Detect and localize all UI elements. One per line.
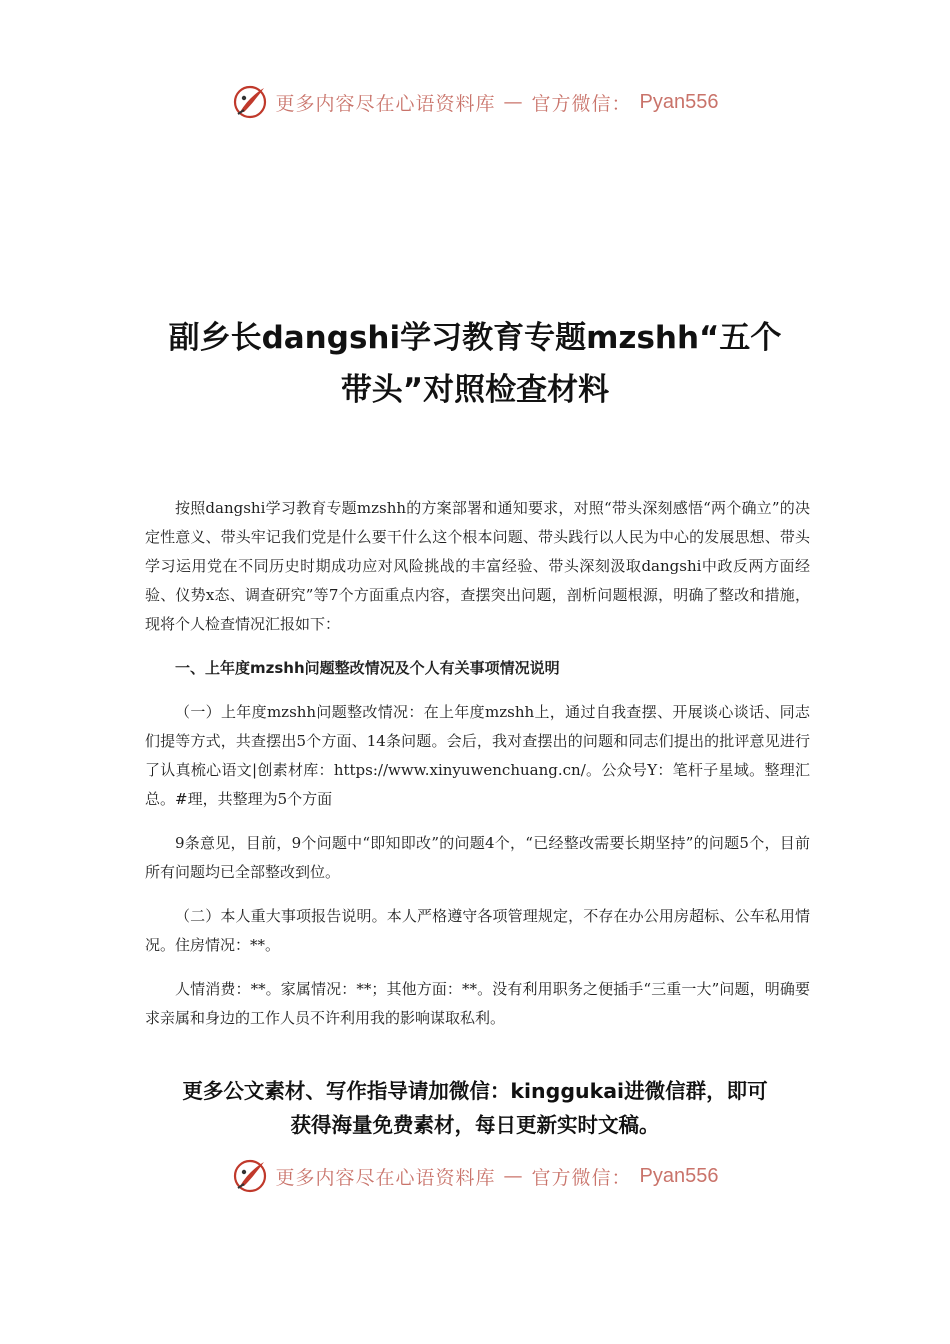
paragraph-opinions: 9条意见，目前，9个问题中“即知即改”的问题4个，“已经整改需要长期坚持”的问题5个，目前所有问题均已全部整改到位。 — [145, 834, 810, 881]
title-line-1: 副乡长dangshi学习教育专题mzshh“五个 — [168, 320, 782, 356]
paragraph-personal-conduct: 人情消费：**。家属情况：**；其他方面：**。没有利用职务之便插手“三重一大”问题，明确要求亲属和身边的工作人员不许利用我的影响谋取私利。 — [145, 980, 810, 1027]
paragraph-intro: 按照dangshi学习教育专题mzshh的方案部署和通知要求，对照“带头深刻感悟“两个确立”的决定性意义、带头牢记我们党是什么要干什么这个根本问题、带头践行以人民为中心的发展思想、带头学习运用党在不同历史时期成功应对风险挑战的丰富经验、带头深刻汲取dangshi中政反两方面经验、仪势x态、调查研究”等7个方面重点内容，查摆突出问题，剖析问题根源，明确了整改和措施，现将个人检查情况汇报如下： — [145, 499, 810, 633]
header-watermark-banner — [0, 84, 950, 120]
title-line-2: 带头”对照检查材料 — [340, 372, 610, 408]
quill-logo-icon — [232, 84, 268, 120]
document-title — [100, 312, 850, 416]
paragraph-rectification: （一）上年度mzshh问题整改情况：在上年度mzshh上，通过自我查摆、开展谈心谈话、同志们提等方式，共查摆出5个方面、14条问题。会后，我对查摆出的问题和同志们提出的批评意见进行了认真梳心语文|创素材库：https://www.xinyuwenchuang.cn/。公众号Y：笔杆子星域。整理汇总。#理，共整理为5个方面 — [145, 703, 810, 808]
promo-line-1: 更多公文素材、写作指导请加微信：kinggukai进微信群，即可 — [182, 1079, 768, 1103]
quill-logo-icon — [232, 1158, 268, 1194]
banner-wechat-label: 官方微信： — [531, 1166, 632, 1189]
banner-wechat-id: Pyan556 — [639, 1164, 719, 1187]
banner-dash: — — [503, 91, 524, 113]
banner-text: 更多内容尽在心语资料库 — [275, 1166, 496, 1189]
banner-wechat-id: Pyan556 — [639, 90, 719, 113]
banner-wechat-label: 官方微信： — [531, 92, 632, 115]
document-body — [145, 494, 810, 1048]
paragraph-major-matters: （二）本人重大事项报告说明。本人严格遵守各项管理规定，不存在办公用房超标、公车私用情况。住房情况：**。 — [145, 907, 810, 954]
promo-block — [130, 1074, 820, 1142]
banner-text: 更多内容尽在心语资料库 — [275, 92, 496, 115]
banner-dash: — — [503, 1165, 524, 1187]
section-heading-1: 一、上年度mzshh问题整改情况及个人有关事项情况说明 — [175, 659, 560, 677]
promo-line-2: 获得海量免费素材，每日更新实时文稿。 — [290, 1113, 660, 1137]
footer-watermark-banner — [0, 1158, 950, 1194]
